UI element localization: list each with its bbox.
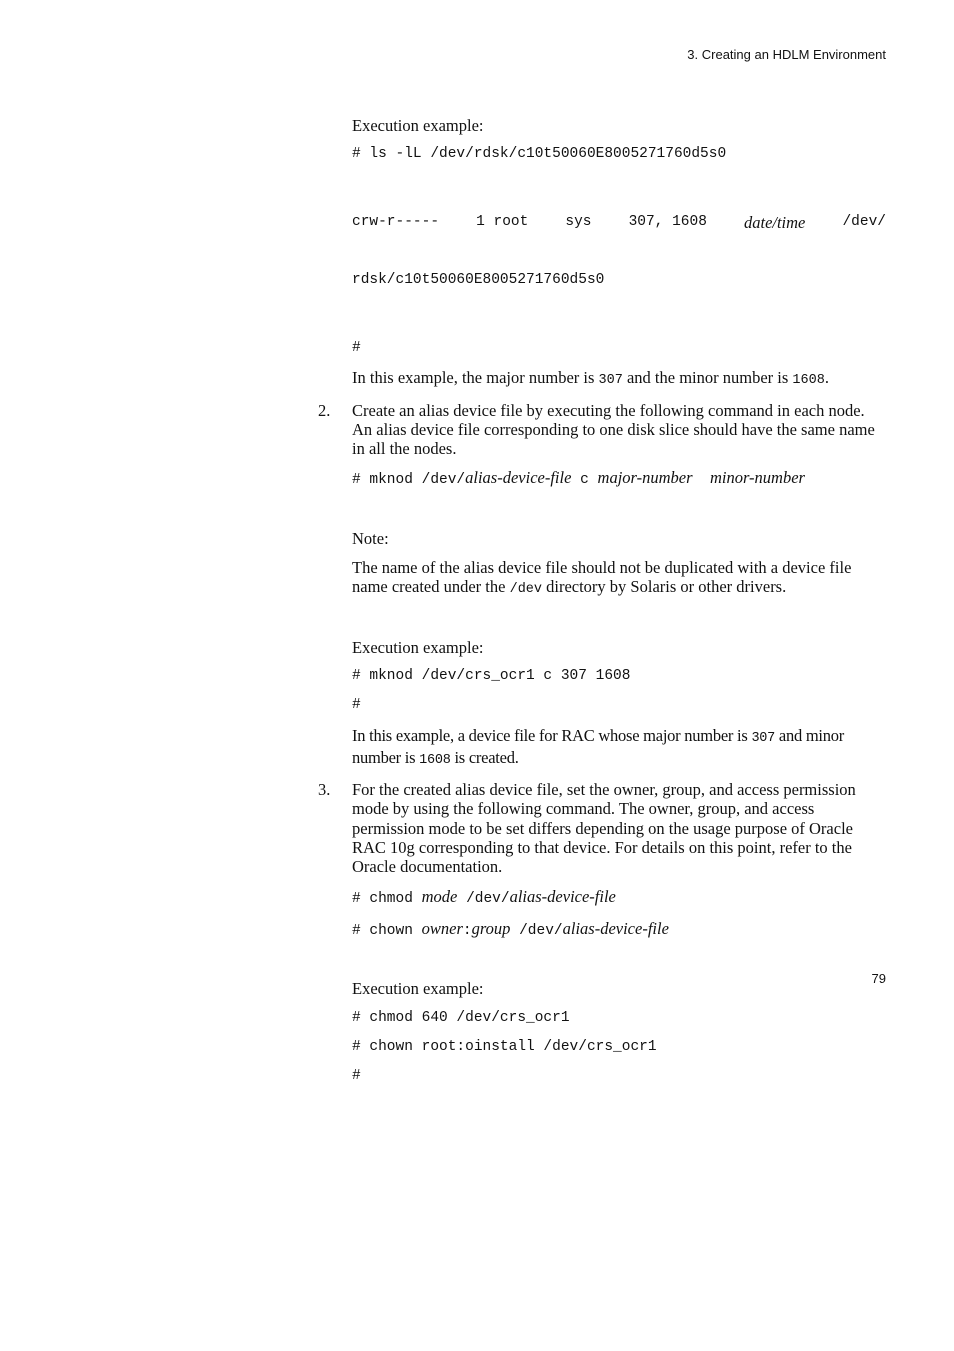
- code-line: # chmod 640 /dev/crs_ocr1: [352, 1009, 570, 1026]
- exec-example-label: Execution example:: [352, 116, 484, 135]
- page-content: [318, 116, 886, 1096]
- note-label: Note:: [352, 528, 389, 548]
- running-header: 3. Creating an HDLM Environment: [687, 47, 886, 62]
- code-output: [352, 175, 886, 329]
- page-number: 79: [871, 971, 886, 986]
- code-line: # chown owner:group /dev/alias-device-file: [352, 918, 669, 939]
- code-datetime: date/time: [743, 213, 806, 233]
- code-line: # ls -lL /dev/rdsk/c10t50060E8005271760d5s0: [352, 146, 727, 163]
- list-number: 3.: [318, 780, 331, 800]
- code-owner: 1 root: [476, 214, 529, 231]
- exec-example-label: Execution example:: [352, 979, 484, 999]
- list-item-3: [318, 780, 886, 877]
- code-line: # chown root:oinstall /dev/crs_ocr1: [352, 1038, 657, 1055]
- code-path-b: rdsk/c10t50060E8005271760d5s0: [352, 272, 605, 289]
- list-number: 2.: [318, 400, 331, 420]
- code-line: # mknod /dev/crs_ocr1 c 307 1608: [352, 667, 631, 684]
- code-line: # mknod /dev/alias-device-file c major-number minor-number: [352, 468, 805, 489]
- explain-paragraph: In this example, the major number is 307 and the minor number is 1608.: [352, 368, 829, 389]
- code-numbers: 307, 1608: [628, 214, 707, 231]
- code-perm: crw-r-----: [352, 214, 440, 231]
- code-group: sys: [565, 214, 592, 231]
- explain-paragraph: In this example, a device file for RAC whose major number is 307 and minor number is 1608 is created.: [352, 725, 844, 768]
- code-line: # chmod mode /dev/alias-device-file: [352, 886, 616, 907]
- list-item-2: [318, 400, 886, 459]
- code-prompt: #: [352, 697, 361, 714]
- note-text: The name of the alias device file should not be duplicated with a device file name created under the /dev directory by Solaris or other drivers.: [352, 558, 852, 598]
- code-prompt: #: [352, 1068, 361, 1085]
- code-prompt: #: [352, 339, 361, 356]
- exec-example-label: Execution example:: [352, 637, 484, 657]
- step-text: For the created alias device file, set the owner, group, and access permission mode by using the following command. The owner, group, and access permission mode to be set differs depending on the usage purpose of Oracle RAC 10g corresponding to that device. For details on this point, refer to the Oracle documentation.: [352, 780, 856, 877]
- step-text: Create an alias device file by executing the following command in each node. An alias device file corresponding to one disk slice should have the same name in all the nodes.: [352, 400, 875, 459]
- code-path-a: /dev/: [842, 214, 886, 231]
